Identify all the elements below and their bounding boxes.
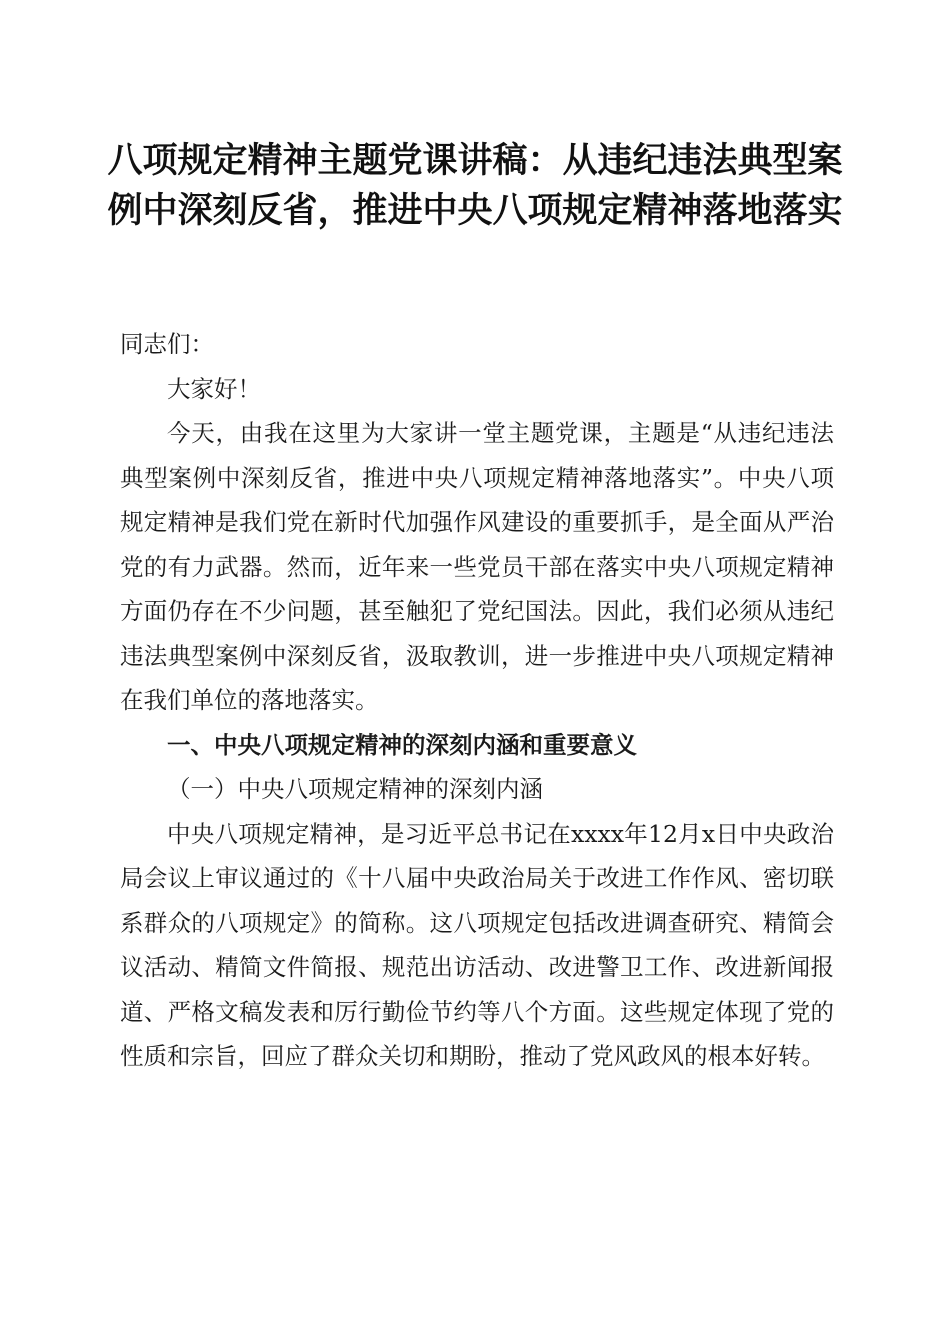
section-heading: 一、中央八项规定精神的深刻内涵和重要意义 — [167, 730, 637, 759]
document-body — [120, 322, 834, 1079]
greeting: 大家好！ — [167, 374, 261, 403]
document-title: 八项规定精神主题党课讲稿：从违纪违法典型案例中深刻反省，推进中央八项规定精神落地落实 — [107, 140, 843, 231]
salutation: 同志们： — [120, 330, 214, 358]
subsection-heading: （一）中央八项规定精神的深刻内涵 — [167, 775, 543, 803]
subsection-paragraph: 中央八项规定精神，是习近平总书记在xxxx年12月x日中央政治局会议上审议通过的《十八届中央政治局关于改进工作作风、密切联系群众的八项规定》的简称。这八项规定包括改进调查研究、精简会议活动、精简文件简报、规范出访活动、改进警卫工作、改进新闻报道、严格文稿发表和厉行勤俭节约等八个方面。这些规定体现了党的性质和宗旨，回应了群众关切和期盼，推动了党风政风的根本好转。 — [120, 819, 834, 1070]
intro-paragraph: 今天，由我在这里为大家讲一堂主题党课，主题是“从违纪违法典型案例中深刻反省，推进中央八项规定精神落地落实”。中央八项规定精神是我们党在新时代加强作风建设的重要抓手，是全面从严治党的有力武器。然而，近年来一些党员干部在落实中央八项规定精神方面仍存在不少问题，甚至触犯了党纪国法。因此，我们必须从违纪违法典型案例中深刻反省，汲取教训，进一步推进中央八项规定精神在我们单位的落地落实。 — [120, 419, 834, 714]
